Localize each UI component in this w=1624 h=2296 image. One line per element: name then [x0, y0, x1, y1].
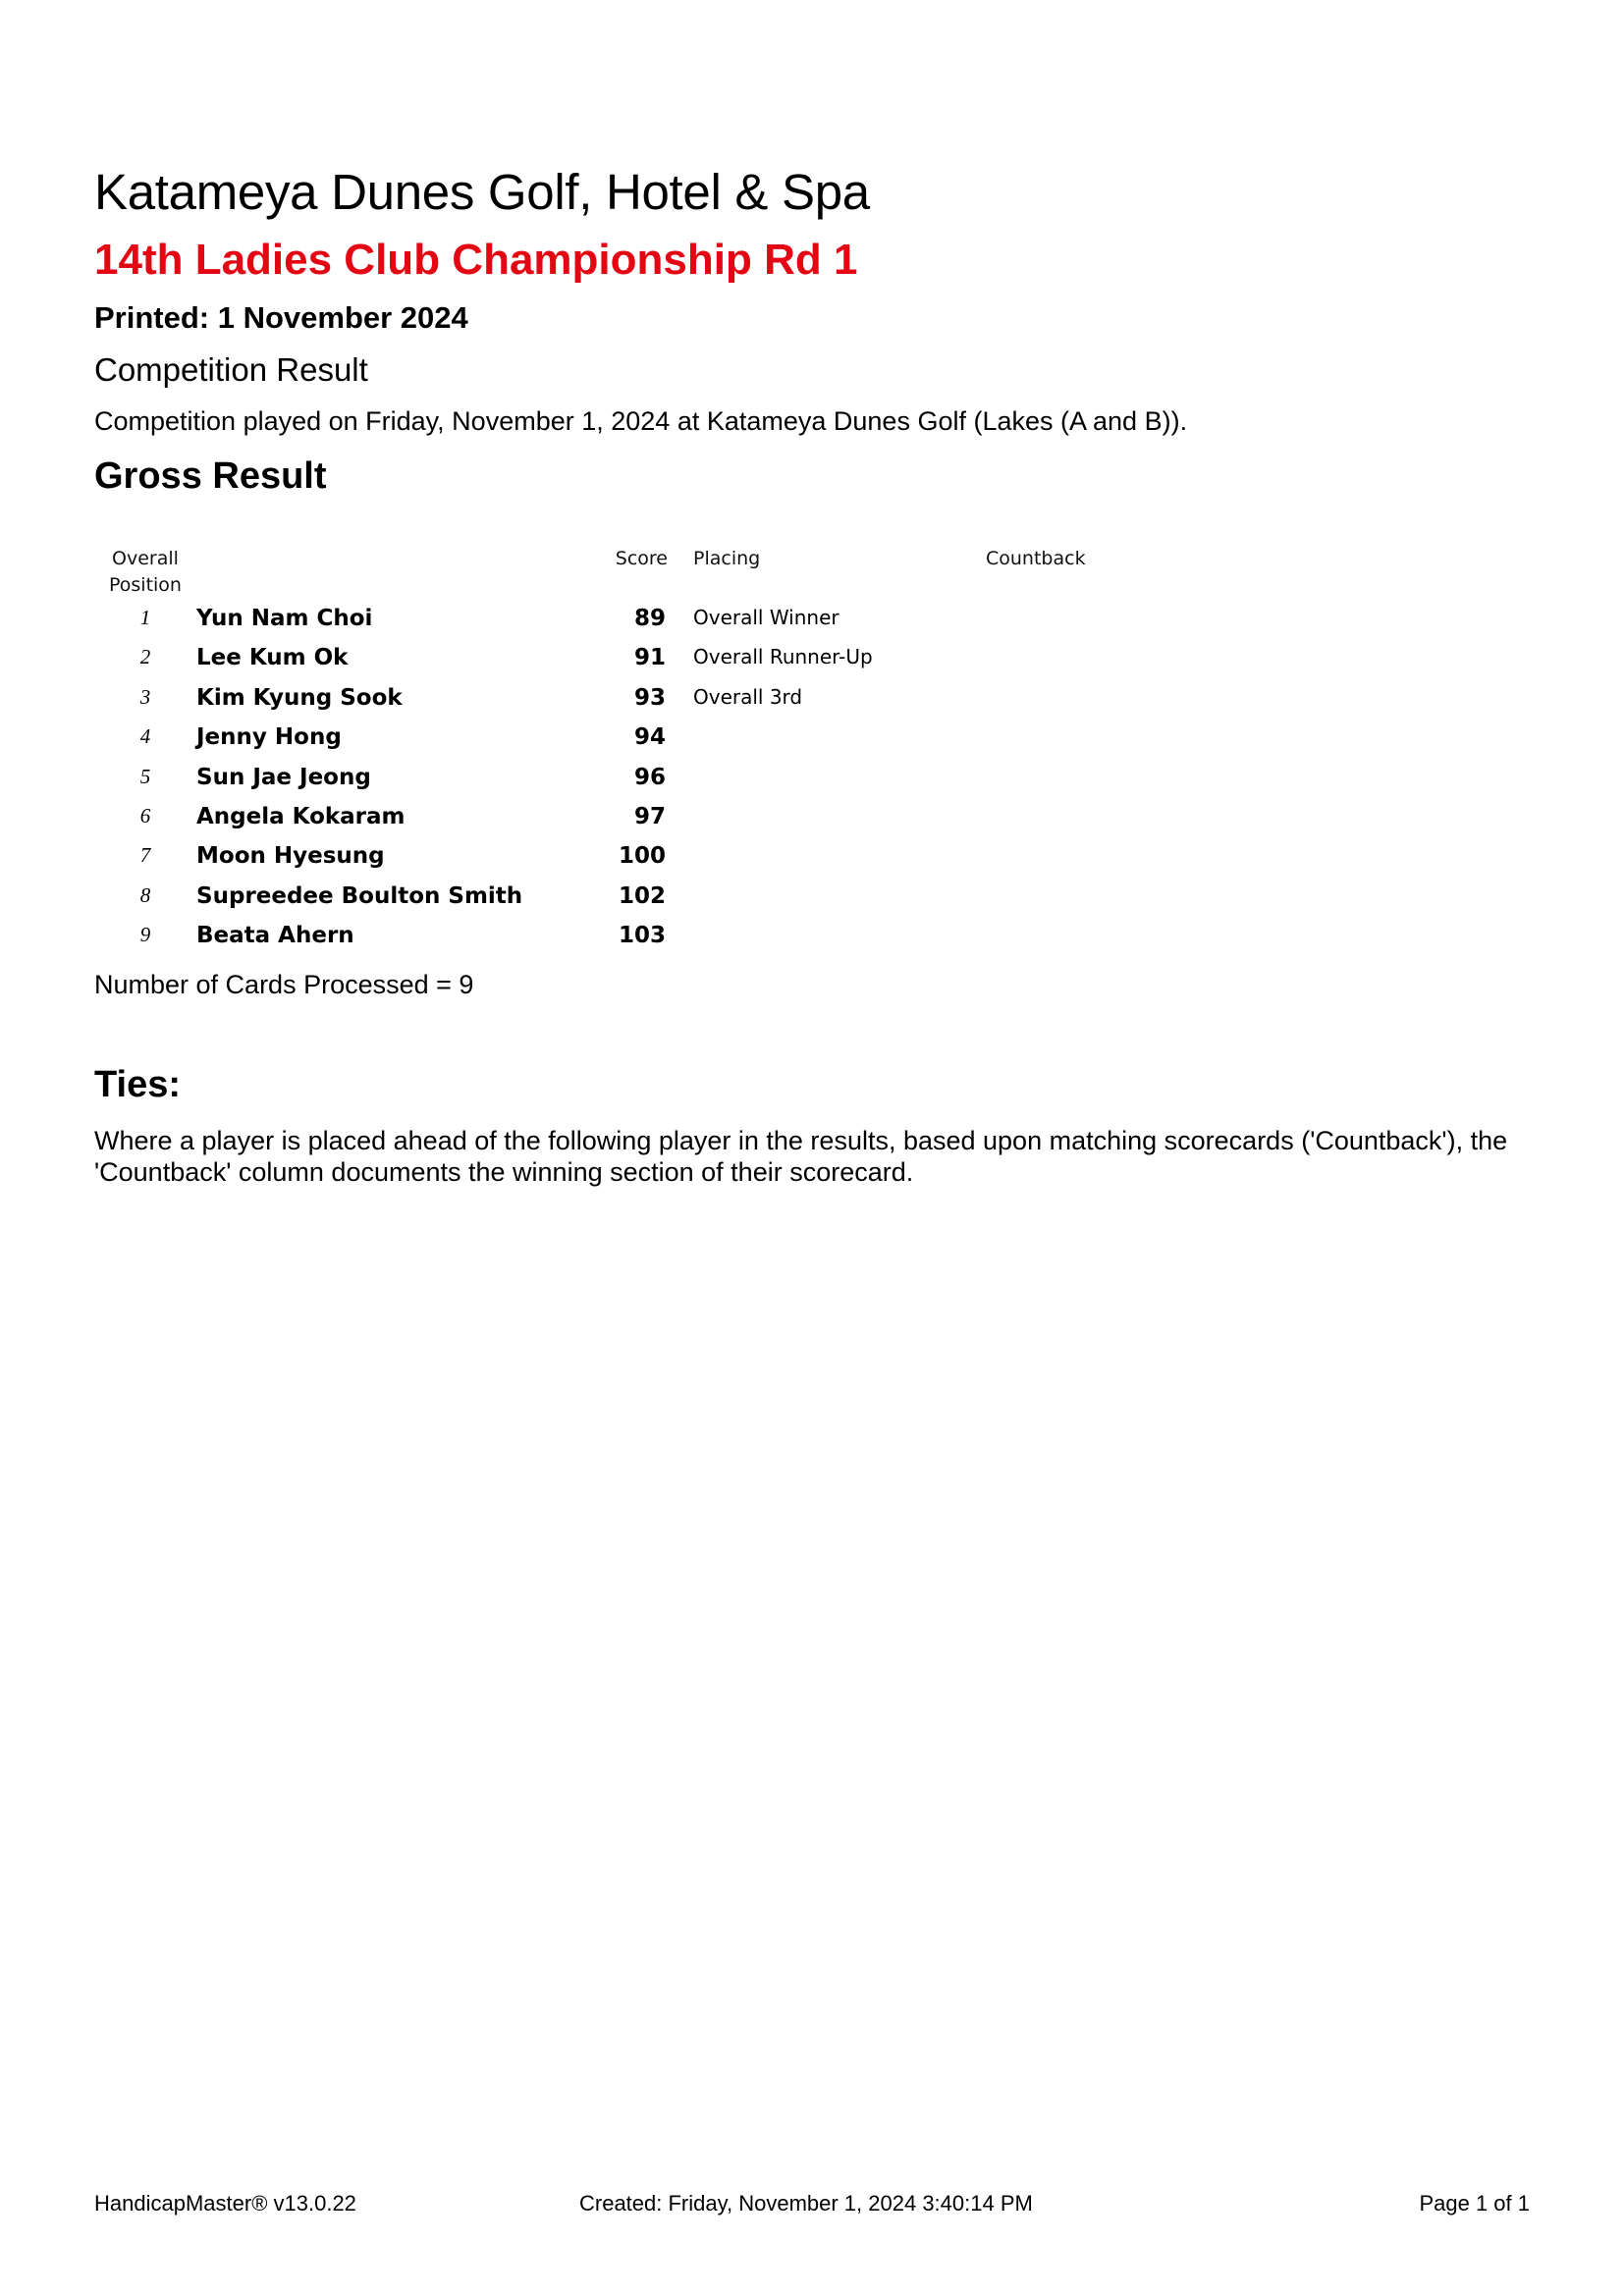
score-cell: 93	[633, 684, 666, 711]
score-cell: 97	[633, 803, 666, 829]
column-header-score: Score	[615, 548, 668, 569]
club-name: Katameya Dunes Golf, Hotel & Spa	[94, 164, 870, 220]
player-name-cell: Angela Kokaram	[196, 803, 406, 829]
table-row	[0, 840, 1624, 880]
position-cell: 5	[139, 764, 151, 788]
player-name-cell: Supreedee Boulton Smith	[196, 882, 523, 909]
player-name-cell: Yun Nam Choi	[196, 606, 373, 631]
score-cell: 96	[633, 764, 666, 790]
score-cell: 102	[618, 882, 666, 909]
competition-played-line: Competition played on Friday, November 1, 2024 at Katameya Dunes Golf (Lakes (A and B)).	[94, 406, 1188, 436]
position-cell: 2	[139, 645, 151, 669]
column-header-position-line1: Overall	[112, 548, 179, 569]
table-row	[0, 881, 1624, 920]
position-cell: 1	[139, 606, 151, 629]
printed-date: Printed: 1 November 2024	[94, 300, 468, 335]
position-cell: 3	[139, 684, 151, 709]
position-cell: 6	[139, 803, 151, 828]
table-row	[0, 762, 1624, 801]
table-row	[0, 642, 1624, 681]
position-cell: 7	[139, 843, 151, 868]
gross-result-title: Gross Result	[94, 455, 327, 497]
footer-created-timestamp: Created: Friday, November 1, 2024 3:40:14 PM	[579, 2191, 1033, 2216]
competition-title: 14th Ladies Club Championship Rd 1	[94, 236, 858, 284]
table-row	[0, 721, 1624, 761]
footer-software-version: HandicapMaster® v13.0.22	[94, 2191, 356, 2216]
table-row	[0, 801, 1624, 840]
player-name-cell: Kim Kyung Sook	[196, 684, 403, 711]
player-name-cell: Moon Hyesung	[196, 843, 385, 870]
cards-processed: Number of Cards Processed = 9	[94, 970, 474, 999]
placing-cell: Overall Runner-Up	[693, 645, 873, 669]
table-row	[0, 603, 1624, 642]
score-cell: 103	[618, 923, 666, 949]
footer-page-number: Page 1 of 1	[1419, 2191, 1530, 2216]
position-cell: 8	[139, 882, 151, 907]
player-name-cell: Lee Kum Ok	[196, 645, 349, 671]
player-name-cell: Sun Jae Jeong	[196, 764, 371, 790]
column-header-countback: Countback	[986, 548, 1086, 569]
score-cell: 89	[633, 606, 666, 631]
score-cell: 100	[618, 843, 666, 870]
section-label: Competition Result	[94, 351, 368, 388]
score-cell: 94	[633, 724, 666, 751]
position-cell: 4	[139, 724, 151, 749]
placing-cell: Overall Winner	[693, 606, 839, 629]
player-name-cell: Jenny Hong	[196, 724, 342, 751]
column-header-placing: Placing	[693, 548, 761, 569]
ties-title: Ties:	[94, 1064, 182, 1105]
table-row	[0, 920, 1624, 959]
position-cell: 9	[139, 923, 151, 947]
score-cell: 91	[633, 645, 666, 671]
ties-explanation: Where a player is placed ahead of the following player in the results, based upon matching scorecards ('Countback'), the 'Countback' column documents the winning section of their scorecard.	[94, 1126, 1508, 1187]
player-name-cell: Beata Ahern	[196, 923, 354, 949]
column-header-position	[106, 546, 185, 599]
results-table	[0, 603, 1624, 960]
table-row	[0, 682, 1624, 721]
column-header-position-line2: Position	[109, 574, 182, 596]
placing-cell: Overall 3rd	[693, 684, 803, 709]
